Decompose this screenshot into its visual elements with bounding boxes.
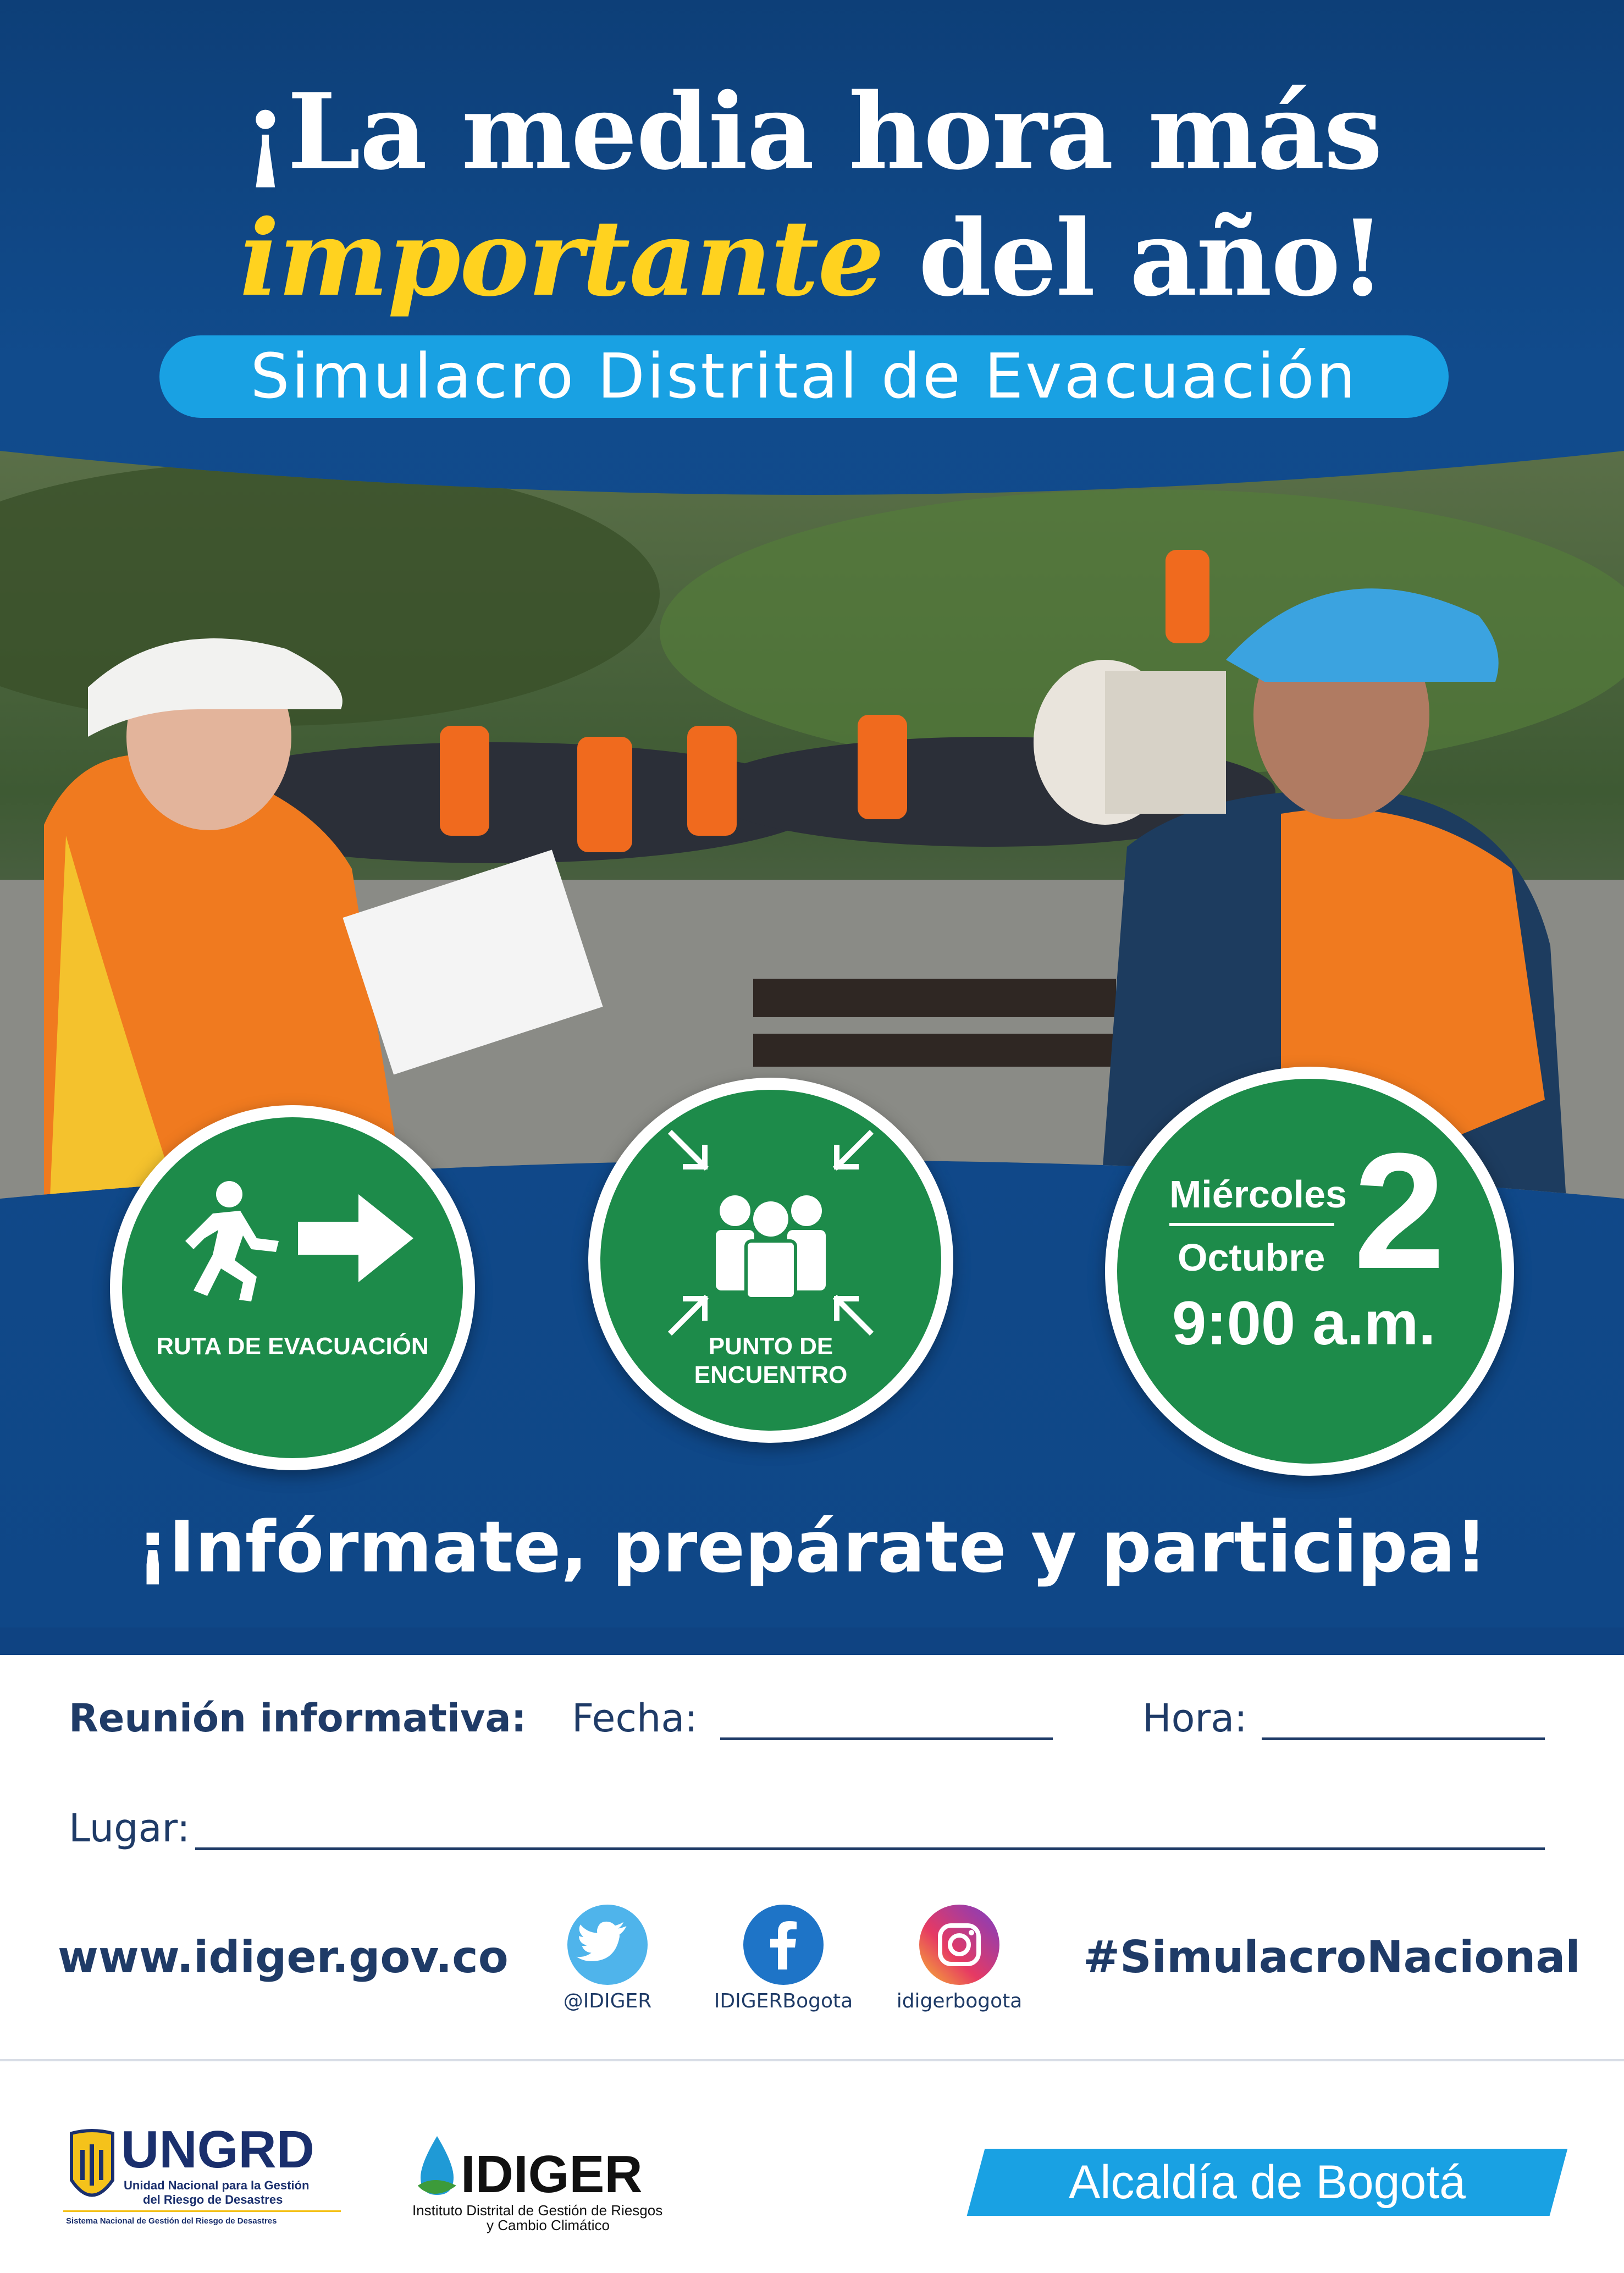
shield-emblem-icon bbox=[66, 2128, 118, 2210]
footer-divider bbox=[0, 2059, 1624, 2061]
instagram-icon[interactable] bbox=[918, 1904, 1001, 1986]
date-field-line bbox=[720, 1737, 1053, 1740]
idiger-line-2: y Cambio Climático bbox=[487, 2217, 610, 2233]
meeting-label: Reunión informativa: bbox=[69, 1696, 527, 1741]
facebook-handle[interactable]: IDIGERBogota bbox=[714, 1990, 853, 2012]
hero-bottom-band bbox=[0, 1627, 1624, 1655]
ungrd-rule bbox=[63, 2210, 341, 2212]
time-field-label: Hora: bbox=[1142, 1696, 1247, 1741]
call-to-action: ¡Infórmate, prepárate y participa! bbox=[136, 1507, 1488, 1588]
idiger-line-1: Instituto Distrital de Gestión de Riesgos bbox=[412, 2202, 663, 2219]
meeting-point-label-2: ENCUENTRO bbox=[694, 1361, 848, 1388]
date-divider bbox=[1169, 1223, 1334, 1226]
date-field-label: Fecha: bbox=[572, 1696, 698, 1741]
alcaldia-label: Alcaldía de Bogotá bbox=[1069, 2156, 1466, 2209]
instagram-handle[interactable]: idigerbogota bbox=[896, 1990, 1023, 2012]
idiger-name: IDIGER bbox=[461, 2145, 643, 2204]
meeting-point-sign bbox=[588, 1078, 953, 1443]
ungrd-name: UNGRD bbox=[121, 2120, 314, 2179]
arrow-right-icon bbox=[298, 1189, 419, 1288]
meeting-point-label-1: PUNTO DE bbox=[708, 1333, 833, 1360]
water-drop-icon bbox=[412, 2133, 462, 2199]
date-weekday: Miércoles bbox=[1169, 1173, 1347, 1216]
headline-highlight: importante bbox=[239, 197, 883, 319]
place-field-label: Lugar: bbox=[69, 1806, 190, 1851]
twitter-icon[interactable] bbox=[566, 1904, 649, 1986]
place-field-line bbox=[195, 1847, 1545, 1850]
date-sign bbox=[1105, 1067, 1514, 1476]
evacuation-route-sign bbox=[110, 1105, 475, 1470]
headline-line-1: ¡La media hora más bbox=[242, 70, 1382, 193]
headline-line-2 bbox=[0, 198, 1624, 319]
ungrd-footer: Sistema Nacional de Gestión del Riesgo de Desastres bbox=[66, 2216, 277, 2226]
time-field-line bbox=[1262, 1737, 1545, 1740]
date-day: 2 bbox=[1354, 1118, 1445, 1303]
subtitle-pill: Simulacro Distrital de Evacuación bbox=[159, 335, 1449, 418]
twitter-handle[interactable]: @IDIGER bbox=[563, 1990, 652, 2012]
date-time: 9:00 a.m. bbox=[1172, 1289, 1436, 1358]
ungrd-line-2: del Riesgo de Desastres bbox=[143, 2193, 283, 2206]
website-link[interactable]: www.idiger.gov.co bbox=[58, 1932, 509, 1983]
hashtag: #SimulacroNacional bbox=[1083, 1932, 1581, 1983]
facebook-icon[interactable] bbox=[742, 1904, 825, 1986]
date-month: Octubre bbox=[1178, 1236, 1325, 1279]
evacuation-route-label: RUTA DE EVACUACIÓN bbox=[156, 1333, 429, 1360]
ungrd-line-1: Unidad Nacional para la Gestión bbox=[124, 2178, 310, 2192]
group-people-icon bbox=[710, 1189, 831, 1299]
headline-rest: del año! bbox=[883, 197, 1385, 319]
